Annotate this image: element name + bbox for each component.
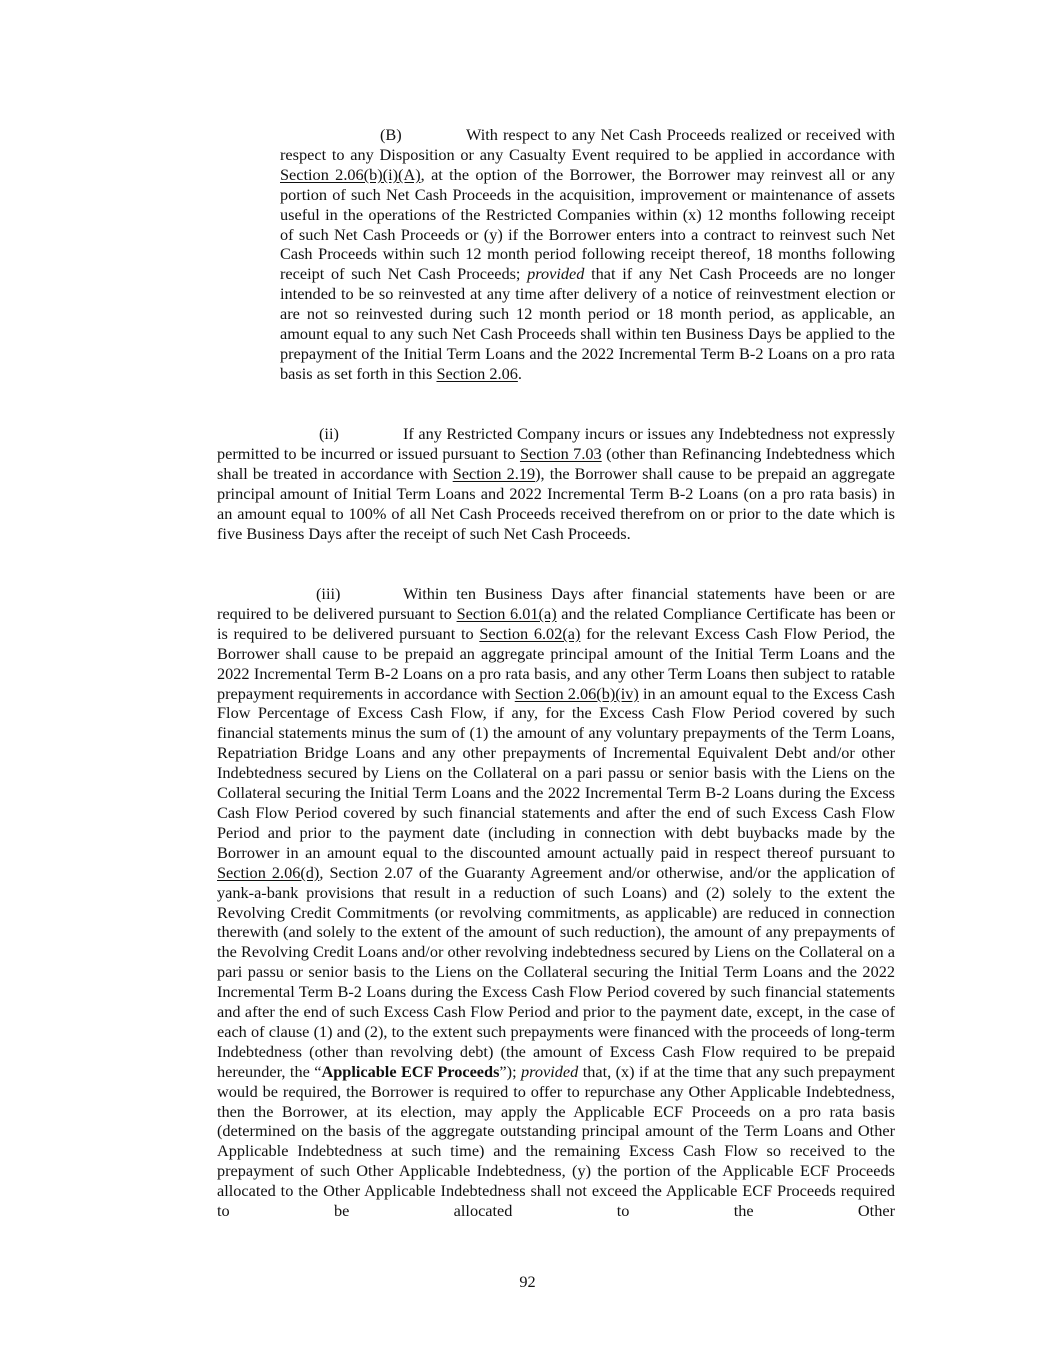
- section-reference-link: Section 7.03: [519, 443, 602, 463]
- paragraph-ii-label: (ii): [319, 424, 339, 443]
- section-reference-link: Section 6.01(a): [456, 603, 557, 623]
- paragraph-b-text: .: [517, 363, 522, 383]
- paragraph-ii: [217, 424, 895, 543]
- provided-term: provided: [521, 1061, 579, 1081]
- section-reference-link: Section 2.06: [436, 363, 518, 383]
- section-reference-link: Section 2.06(b)(iv): [514, 683, 639, 703]
- paragraph-iii-text: , Section 2.07 of the Guaranty Agreement and/or otherwise, and/or the application of yank-a-bank provisions that result in a reduction of such Loans) and (2) solely to the extent the Revolving Credit Commitments (or revolving commitments, as applicable) are reduced in connection therewith (and solely to the extent of the amount of such reduction), the amount of any prepayments of the Revolving Credit Loans and/or other revolving indebtedness secured by Liens on the Collateral on a pari passu or senior basis to the Liens on the Collateral securing the Initial Term Loans and the 2022 Incremental Term B-2 Loans during the Excess Cash Flow Period covered by such financial statements and after the end of such Excess Cash Flow Period and prior to the payment date, except, in the case of each of clause (1) and (2), to the extent such prepayments were financed with the proceeds of long-term Indebtedness (other than revolving debt) (the amount of Excess Cash Flow required to be prepaid hereunder, the “: [217, 862, 895, 1081]
- section-reference-link: Section 6.02(a): [479, 623, 581, 643]
- defined-term: Applicable ECF Proceeds: [321, 1061, 500, 1081]
- paragraph-b-text: With respect to any Net Cash Proceeds realized or received with respect to any Disposition or any Casualty Event required to be applied in accordance with: [280, 125, 895, 164]
- paragraph-iii-text: in an amount equal to the Excess Cash Flow Percentage of Excess Cash Flow, if any, for the Excess Cash Flow Period covered by such financial statements minus the sum of (1) the amount of any voluntary prepayments of the Term Loans, Repatriation Bridge Loans and any other prepayments of Incremental Equivalent Debt and/or other Indebtedness secured by Liens on the Collateral on a pari passu or senior basis with the Liens on the Collateral securing the Initial Term Loans and the 2022 Incremental Term B-2 Loans during the Excess Cash Flow Period covered by such financial statements and after the end of such Excess Cash Flow Period and prior to the payment date (including in connection with debt buybacks made by the Borrower in an amount equal to the discounted amount actually paid in respect thereof pursuant to: [217, 683, 895, 862]
- paragraph-b-label: (B): [380, 125, 402, 144]
- section-reference-link: Section 2.19: [452, 463, 536, 483]
- paragraph-iii-label: (iii): [316, 584, 341, 603]
- paragraph-iii-text: for the relevant Excess Cash Flow Period, the Borrower shall cause to be prepaid an aggregate principal amount of the Initial Term Loans and the 2022 Incremental Term B-2 Loans on a pro rata basis, and any other Term Loans then subject to ratable prepayment requirements in accordance with: [217, 623, 895, 703]
- paragraph-ii-text: (other than Refinancing Indebtedness which shall be treated in accordance with: [217, 443, 895, 483]
- paragraph-b: [280, 125, 895, 384]
- paragraph-iii: [217, 584, 895, 1221]
- paragraph-iii-text: ”);: [499, 1061, 522, 1081]
- paragraph-ii-text: If any Restricted Company incurs or issues any Indebtedness not expressly permitted to be incurred or issued pursuant to: [217, 424, 895, 463]
- section-reference-link: Section 2.06(d): [217, 862, 320, 882]
- section-reference-link: Section 2.06(b)(i)(A): [280, 164, 421, 184]
- paragraph-b-text: that if any Net Cash Proceeds are no longer intended to be so reinvested at any time after delivery of a notice of reinvestment election or are not so reinvested during such 12 month period or 18 month period, as applicable, an amount equal to any such Net Cash Proceeds shall within ten Business Days be applied to the prepayment of the Initial Term Loans and the 2022 Incremental Term B-2 Loans on a pro rata basis as set forth in this: [280, 264, 895, 383]
- provided-term: provided: [527, 264, 585, 284]
- paragraph-b-text: , at the option of the Borrower, the Borrower may reinvest all or any portion of such Net Cash Proceeds in the acquisition, improvement or maintenance of assets useful in the operations of the Restricted Companies within (x) 12 months following receipt of such Net Cash Proceeds or (y) if the Borrower enters into a contract to reinvest such Net Cash Proceeds within such 12 month period following receipt thereof, 18 months following receipt of such Net Cash Proceeds;: [280, 164, 895, 284]
- paragraph-iii-text: and the related Compliance Certificate has been or is required to be delivered pursuant to: [217, 603, 895, 643]
- paragraph-ii-text: ), the Borrower shall cause to be prepaid an aggregate principal amount of Initial Term Loans and 2022 Incremental Term B-2 Loans (on a pro rata basis) in an amount equal to 100% of all Net Cash Proceeds received therefrom on or prior to the date which is five Business Days after the receipt of such Net Cash Proceeds.: [217, 463, 896, 543]
- paragraph-iii-text: that, (x) if at the time that any such prepayment would be required, the Borrower is required to offer to repurchase any Other Applicable Indebtedness, then the Borrower, at its election, may apply the Applicable ECF Proceeds on a pro rata basis (determined on the basis of the aggregate outstanding principal amount of the Term Loans and Other Applicable Indebtedness at such time) and the remaining Excess Cash Flow so received to the prepayment of such Other Applicable Indebtedness, (y) the portion of the Applicable ECF Proceeds allocated to the Other Applicable Indebtedness shall not exceed the Applicable ECF Proceeds required to be allocated to the Other: [217, 1061, 896, 1221]
- page-number: 92: [519, 1272, 536, 1291]
- paragraph-iii-text: Within ten Business Days after financial statements have been or are required to be delivered pursuant to: [217, 584, 895, 623]
